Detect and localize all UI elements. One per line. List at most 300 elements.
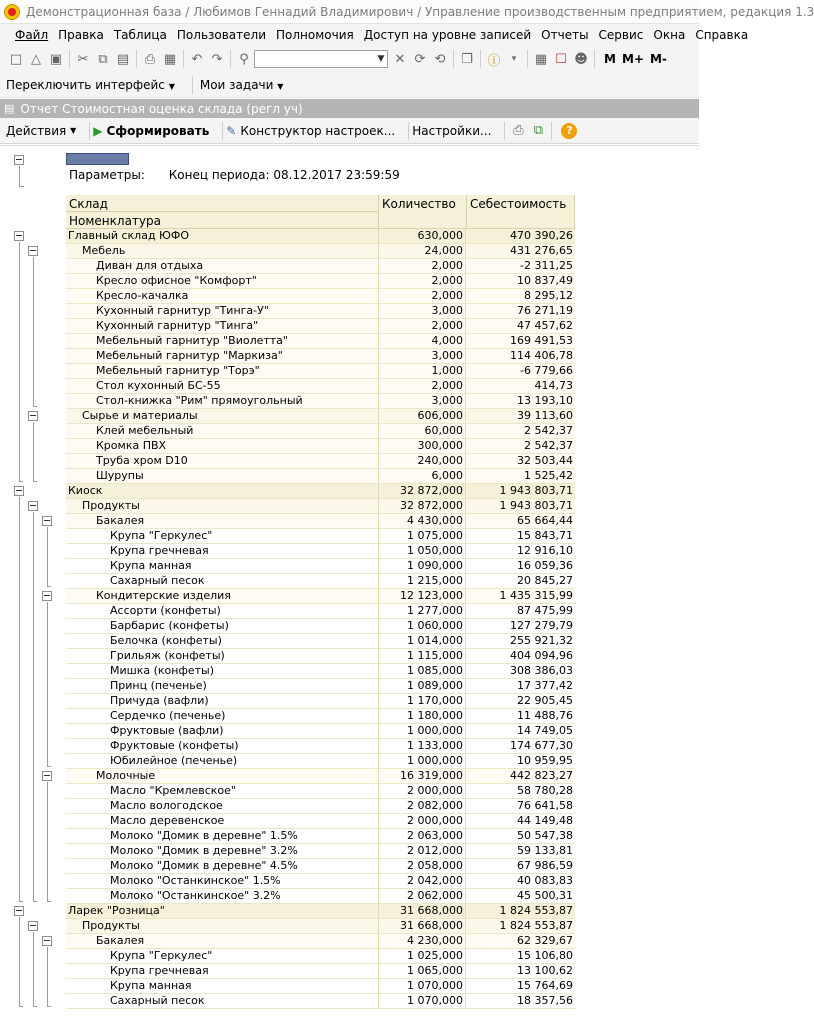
table-row[interactable] — [66, 859, 575, 874]
toolbar-divider — [222, 122, 223, 140]
row-name: Фруктовые (вафли) — [66, 724, 379, 738]
table-row[interactable] — [66, 454, 575, 469]
table-row[interactable] — [66, 784, 575, 799]
table-row[interactable] — [66, 409, 575, 424]
toolbar-divider — [136, 50, 137, 68]
group-bracket-line — [19, 242, 20, 481]
row-cost: 44 149,48 — [517, 814, 573, 827]
collapse-group-icon[interactable] — [42, 591, 52, 601]
row-name: Мишка (конфеты) — [66, 664, 379, 678]
my-tasks-button[interactable] — [200, 78, 284, 92]
row-name: Сахарный песок — [66, 574, 379, 588]
menu-file[interactable]: Файл — [15, 28, 49, 42]
row-cost: 76 271,19 — [517, 304, 573, 317]
calendar-icon[interactable]: ☐ — [555, 51, 567, 67]
table-row[interactable] — [66, 574, 575, 589]
collapse-group-icon[interactable] — [28, 246, 38, 256]
app-logo-icon — [4, 4, 20, 20]
row-cost: 15 106,80 — [517, 949, 573, 962]
row-quantity: 60,000 — [379, 424, 466, 438]
new-document-icon[interactable]: □ — [9, 51, 23, 67]
table-row[interactable] — [66, 589, 575, 604]
undo-icon[interactable]: ↶ — [191, 51, 203, 67]
row-cost: 11 488,76 — [517, 709, 573, 722]
table-row[interactable] — [66, 979, 575, 994]
row-quantity: 2 063,000 — [379, 829, 466, 843]
row-cost: 45 500,31 — [517, 889, 573, 902]
report-bracket-end — [19, 186, 24, 187]
params-value: Конец периода: 08.12.2017 23:59:59 — [168, 168, 400, 182]
row-name: Стол-книжка "Рим" прямоугольный — [66, 394, 379, 408]
row-quantity: 2,000 — [379, 259, 466, 273]
row-name: Молоко "Останкинское" 1.5% — [66, 874, 379, 888]
row-cost: 18 357,56 — [517, 994, 573, 1007]
row-name: Крупа "Геркулес" — [66, 949, 379, 963]
row-name: Главный склад ЮФО — [66, 229, 379, 243]
row-name: Молоко "Домик в деревне" 1.5% — [66, 829, 379, 843]
table-row[interactable] — [66, 934, 575, 949]
menu-permissions[interactable]: Полномочия — [276, 28, 354, 42]
actions-button[interactable] — [6, 124, 76, 138]
row-quantity: 1 133,000 — [379, 739, 466, 753]
row-name: Мебельный гарнитур "Виолетта" — [66, 334, 379, 348]
chevron-down-icon: ▼ — [277, 81, 284, 91]
row-cost: 174 677,30 — [510, 739, 573, 752]
row-quantity: 24,000 — [379, 244, 466, 258]
row-cost: 15 764,69 — [517, 979, 573, 992]
row-name: Шурупы — [66, 469, 379, 483]
table-row[interactable] — [66, 709, 575, 724]
collapse-group-icon[interactable] — [42, 771, 52, 781]
menu-service[interactable]: Сервис — [598, 28, 644, 42]
clear-search-icon[interactable]: ✕ — [394, 51, 406, 67]
users-icon[interactable]: ☻ — [574, 51, 588, 67]
row-name: Диван для отдыха — [66, 259, 379, 273]
report-bracket-line — [19, 166, 20, 186]
row-name: Продукты — [66, 499, 379, 513]
group-bracket-end — [33, 406, 37, 407]
row-quantity: 12 123,000 — [379, 589, 466, 603]
collapse-group-icon[interactable] — [28, 501, 38, 511]
table-row[interactable] — [66, 514, 575, 529]
table-row[interactable] — [66, 499, 575, 514]
row-quantity: 630,000 — [379, 229, 466, 243]
table-row[interactable] — [66, 364, 575, 379]
group-bracket-line — [47, 602, 48, 766]
row-quantity: 2,000 — [379, 289, 466, 303]
row-quantity: 3,000 — [379, 394, 466, 408]
row-quantity: 1 075,000 — [379, 529, 466, 543]
selected-cell[interactable] — [66, 153, 129, 165]
table-row[interactable] — [66, 424, 575, 439]
row-name: Ассорти (конфеты) — [66, 604, 379, 618]
row-name: Кресло офисное "Комфорт" — [66, 274, 379, 288]
row-quantity: 4 230,000 — [379, 934, 466, 948]
row-quantity: 32 872,000 — [379, 499, 466, 513]
row-quantity: 2 000,000 — [379, 814, 466, 828]
collapse-report-icon[interactable] — [14, 155, 24, 165]
collapse-group-icon[interactable] — [28, 411, 38, 421]
group-bracket-end — [47, 901, 51, 902]
search-icon[interactable]: ⚲ — [239, 51, 249, 67]
group-bracket-end — [19, 1006, 23, 1007]
row-cost: 14 749,05 — [517, 724, 573, 737]
row-cost: 13 100,62 — [517, 964, 573, 977]
table-row[interactable] — [66, 904, 575, 919]
row-quantity: 2 042,000 — [379, 874, 466, 888]
group-bracket-line — [47, 527, 48, 586]
menu-users[interactable]: Пользователи — [176, 28, 267, 42]
report-parameters — [69, 168, 400, 182]
toolbar-divider — [453, 50, 454, 68]
menu-help[interactable]: Справка — [695, 28, 749, 42]
row-name: Масло вологодское — [66, 799, 379, 813]
table-row[interactable] — [66, 529, 575, 544]
row-name: Причуда (вафли) — [66, 694, 379, 708]
table-row[interactable] — [66, 949, 575, 964]
header-group1: Склад — [66, 195, 379, 212]
row-quantity: 16 319,000 — [379, 769, 466, 783]
row-quantity: 32 872,000 — [379, 484, 466, 498]
menu-table[interactable]: Таблица — [113, 28, 167, 42]
table-row[interactable] — [66, 919, 575, 934]
group-bracket-line — [19, 917, 20, 1006]
row-name: Крупа манная — [66, 979, 379, 993]
group-bracket-end — [47, 766, 51, 767]
row-name: Юбилейное (печенье) — [66, 754, 379, 768]
table-row[interactable] — [66, 994, 575, 1009]
row-quantity: 1 014,000 — [379, 634, 466, 648]
collapse-group-icon[interactable] — [42, 936, 52, 946]
table-row[interactable] — [66, 604, 575, 619]
row-quantity: 1 090,000 — [379, 559, 466, 573]
row-name: Барбарис (конфеты) — [66, 619, 379, 633]
row-name: Молоко "Домик в деревне" 3.2% — [66, 844, 379, 858]
toolbar-divider — [183, 50, 184, 68]
collapse-group-icon[interactable] — [14, 231, 24, 241]
row-quantity: 1 060,000 — [379, 619, 466, 633]
table-row[interactable] — [66, 799, 575, 814]
table-row[interactable] — [66, 334, 575, 349]
row-quantity: 240,000 — [379, 454, 466, 468]
windows-icon[interactable]: ❐ — [461, 51, 473, 67]
group-bracket-line — [33, 932, 34, 1006]
dropdown-arrow-icon[interactable]: ▼ — [377, 54, 385, 64]
memory-button[interactable]: M — [604, 52, 616, 66]
table-row[interactable] — [66, 289, 575, 304]
constructor-label: Конструктор настроек... — [240, 123, 396, 138]
header-group2: Номенклатура — [66, 212, 379, 229]
row-quantity: 300,000 — [379, 439, 466, 453]
header-cost: Себестоимость — [467, 195, 575, 229]
table-row[interactable] — [66, 469, 575, 484]
table-row[interactable] — [66, 889, 575, 904]
toolbar-divider — [192, 76, 193, 94]
table-row[interactable] — [66, 724, 575, 739]
row-quantity: 2 062,000 — [379, 889, 466, 903]
table-row[interactable] — [66, 304, 575, 319]
actions-label: Действия — [6, 123, 67, 138]
row-cost: 2 542,37 — [524, 439, 573, 452]
constructor-button[interactable] — [226, 124, 395, 138]
switch-interface-button[interactable] — [6, 78, 175, 92]
report-icon: ▤ — [4, 102, 15, 115]
generate-label: Сформировать — [106, 123, 210, 138]
row-name: Клей мебельный — [66, 424, 379, 438]
menu-record-access[interactable]: Доступ на уровне записей — [363, 28, 532, 42]
row-name: Мебель — [66, 244, 379, 258]
table-row[interactable] — [66, 874, 575, 889]
row-name: Масло "Кремлевское" — [66, 784, 379, 798]
row-cost: 431 276,65 — [510, 244, 573, 257]
panel-toolbar — [0, 72, 699, 98]
save-icon[interactable]: ▣ — [49, 51, 63, 67]
row-cost: 442 823,27 — [510, 769, 573, 782]
table-row[interactable] — [66, 274, 575, 289]
print-report-icon[interactable]: ⎙ — [513, 123, 524, 138]
row-quantity: 6,000 — [379, 469, 466, 483]
toolbar-divider — [504, 122, 505, 140]
row-quantity: 3,000 — [379, 304, 466, 318]
table-row[interactable] — [66, 769, 575, 784]
group-bracket-line — [33, 422, 34, 481]
row-name: Бакалея — [66, 934, 379, 948]
row-cost: 13 193,10 — [517, 394, 573, 407]
row-name: Кухонный гарнитур "Тинга" — [66, 319, 379, 333]
row-quantity: 31 668,000 — [379, 919, 466, 933]
chevron-down-icon: ▼ — [70, 126, 77, 135]
row-quantity: 2,000 — [379, 379, 466, 393]
toolbar-divider — [480, 50, 481, 68]
table-row[interactable] — [66, 439, 575, 454]
row-name: Масло деревенское — [66, 814, 379, 828]
row-quantity: 2 058,000 — [379, 859, 466, 873]
window-title: Демонстрационная база / Любимов Геннадий Владимирович / Управление производственным предприятием, редакция 1.3 — [26, 4, 814, 19]
collapse-group-icon[interactable] — [14, 906, 24, 916]
report-rows — [66, 229, 575, 1009]
row-name: Грильяж (конфеты) — [66, 649, 379, 663]
group-bracket-line — [33, 512, 34, 901]
row-cost: 1 525,42 — [524, 469, 573, 482]
row-cost: 12 916,10 — [517, 544, 573, 557]
row-name: Продукты — [66, 919, 379, 933]
menu-windows[interactable]: Окна — [653, 28, 686, 42]
row-quantity: 1,000 — [379, 364, 466, 378]
copy-icon[interactable]: ⧉ — [98, 51, 108, 67]
table-row[interactable] — [66, 814, 575, 829]
row-name: Белочка (конфеты) — [66, 634, 379, 648]
export-icon[interactable]: ⧉ — [533, 123, 544, 138]
paste-icon[interactable]: ▤ — [116, 51, 130, 67]
table-row[interactable] — [66, 829, 575, 844]
row-cost: 16 059,36 — [517, 559, 573, 572]
row-cost: -6 779,66 — [520, 364, 573, 377]
row-cost: 22 905,45 — [517, 694, 573, 707]
table-row[interactable] — [66, 844, 575, 859]
row-cost: 470 390,26 — [510, 229, 573, 242]
toolbar-divider — [69, 50, 70, 68]
row-cost: 10 959,95 — [517, 754, 573, 767]
row-cost: 20 845,27 — [517, 574, 573, 587]
row-quantity: 1 089,000 — [379, 679, 466, 693]
table-row[interactable] — [66, 244, 575, 259]
row-cost: 47 457,62 — [517, 319, 573, 332]
table-row[interactable] — [66, 349, 575, 364]
table-row[interactable] — [66, 319, 575, 334]
row-cost: 67 986,59 — [517, 859, 573, 872]
row-quantity: 1 085,000 — [379, 664, 466, 678]
find-next-icon[interactable]: ⟳ — [414, 51, 426, 67]
find-prev-icon[interactable]: ⟲ — [434, 51, 446, 67]
row-name: Кресло-качалка — [66, 289, 379, 303]
table-row[interactable] — [66, 544, 575, 559]
row-cost: 2 542,37 — [524, 424, 573, 437]
help-icon[interactable]: ? — [561, 123, 577, 139]
row-cost: 114 406,78 — [510, 349, 573, 362]
memory-minus-button[interactable]: M- — [649, 52, 667, 66]
row-name: Стол кухонный БС-55 — [66, 379, 379, 393]
table-row[interactable] — [66, 634, 575, 649]
row-cost: 1 943 803,71 — [499, 484, 573, 497]
table-row[interactable] — [66, 394, 575, 409]
toolbar-divider — [230, 50, 231, 68]
form-toolbar — [0, 118, 699, 144]
constructor-icon: ✎ — [226, 123, 237, 138]
menu-reports[interactable]: Отчеты — [541, 28, 589, 42]
row-name: Крупа "Геркулес" — [66, 529, 379, 543]
switch-interface-label: Переключить интерфейс — [6, 77, 165, 92]
params-label: Параметры: — [69, 168, 145, 182]
table-row[interactable] — [66, 259, 575, 274]
open-folder-icon[interactable]: △ — [31, 51, 41, 67]
row-quantity: 1 070,000 — [379, 994, 466, 1008]
row-cost: -2 311,25 — [520, 259, 573, 272]
row-name: Ларек "Розница" — [66, 904, 379, 918]
cut-icon[interactable]: ✂ — [77, 51, 89, 67]
row-cost: 404 094,96 — [510, 649, 573, 662]
row-cost: 1 943 803,71 — [499, 499, 573, 512]
row-name: Крупа гречневая — [66, 544, 379, 558]
row-quantity: 1 000,000 — [379, 754, 466, 768]
row-cost: 1 824 553,87 — [499, 919, 573, 932]
row-quantity: 1 277,000 — [379, 604, 466, 618]
row-quantity: 2,000 — [379, 274, 466, 288]
group-bracket-end — [47, 1006, 51, 1007]
row-cost: 255 921,32 — [510, 634, 573, 647]
row-cost: 1 435 315,99 — [499, 589, 573, 602]
group-bracket-line — [47, 947, 48, 1006]
row-name: Мебельный гарнитур "Маркиза" — [66, 349, 379, 363]
collapse-group-icon[interactable] — [42, 516, 52, 526]
row-cost: 65 664,44 — [517, 514, 573, 527]
redo-icon[interactable]: ↷ — [211, 51, 223, 67]
table-row[interactable] — [66, 559, 575, 574]
table-row[interactable] — [66, 694, 575, 709]
memory-plus-button[interactable]: M+ — [621, 52, 644, 66]
table-row[interactable] — [66, 649, 575, 664]
group-bracket-line — [47, 782, 48, 901]
generate-button[interactable] — [93, 124, 209, 138]
group-bracket-end — [33, 1006, 37, 1007]
row-cost: 17 377,42 — [517, 679, 573, 692]
row-name: Труба хром D10 — [66, 454, 379, 468]
report-spreadsheet[interactable] — [0, 145, 699, 1017]
table-row[interactable] — [66, 679, 575, 694]
group-bracket-line — [19, 497, 20, 901]
row-quantity: 1 180,000 — [379, 709, 466, 723]
table-row[interactable] — [66, 484, 575, 499]
row-cost: 1 824 553,87 — [499, 904, 573, 917]
row-cost: 414,73 — [534, 379, 573, 392]
table-row[interactable] — [66, 379, 575, 394]
calculator-icon[interactable]: ▦ — [534, 51, 548, 67]
row-cost: 10 837,49 — [517, 274, 573, 287]
collapse-group-icon[interactable] — [28, 921, 38, 931]
collapse-group-icon[interactable] — [14, 486, 24, 496]
row-cost: 59 133,81 — [517, 844, 573, 857]
row-cost: 62 329,67 — [517, 934, 573, 947]
header-quantity: Количество — [379, 195, 467, 229]
row-name: Кромка ПВХ — [66, 439, 379, 453]
info-icon[interactable]: ⓘ — [487, 53, 501, 69]
chevron-down-icon: ▼ — [168, 81, 175, 91]
table-row[interactable] — [66, 229, 575, 244]
row-quantity: 1 115,000 — [379, 649, 466, 663]
document-title: Отчет Стоимостная оценка склада (регл уч) — [20, 101, 303, 116]
row-cost: 15 843,71 — [517, 529, 573, 542]
row-name: Молочные — [66, 769, 379, 783]
row-quantity: 2 000,000 — [379, 784, 466, 798]
row-cost: 8 295,12 — [524, 289, 573, 302]
menu-edit[interactable]: Правка — [58, 28, 104, 42]
document-header — [0, 99, 699, 118]
row-cost: 76 641,58 — [517, 799, 573, 812]
print-icon[interactable]: ⎙ — [144, 51, 156, 67]
row-name: Принц (печенье) — [66, 679, 379, 693]
row-quantity: 4 430,000 — [379, 514, 466, 528]
table-row[interactable] — [66, 964, 575, 979]
group-bracket-end — [19, 901, 23, 902]
row-quantity: 2,000 — [379, 319, 466, 333]
row-quantity: 31 668,000 — [379, 904, 466, 918]
table-row[interactable] — [66, 619, 575, 634]
print-preview-icon[interactable]: ▦ — [163, 51, 177, 67]
table-row[interactable] — [66, 739, 575, 754]
row-quantity: 1 215,000 — [379, 574, 466, 588]
row-quantity: 1 050,000 — [379, 544, 466, 558]
toolbar-divider — [527, 50, 528, 68]
group-bracket-end — [33, 901, 37, 902]
row-cost: 308 386,03 — [510, 664, 573, 677]
table-row[interactable] — [66, 664, 575, 679]
row-cost: 40 083,83 — [517, 874, 573, 887]
settings-button[interactable]: Настройки... — [412, 123, 492, 138]
row-cost: 169 491,53 — [510, 334, 573, 347]
info-dropdown-icon[interactable]: ▾ — [511, 54, 517, 64]
group-bracket-end — [19, 481, 23, 482]
row-cost: 32 503,44 — [517, 454, 573, 467]
toolbar-divider — [551, 122, 552, 140]
toolbar-divider — [594, 50, 595, 68]
my-tasks-label: Мои задачи — [199, 77, 274, 92]
row-quantity: 2 082,000 — [379, 799, 466, 813]
toolbar-divider — [89, 122, 90, 140]
row-cost: 39 113,60 — [517, 409, 573, 422]
row-name: Сырье и материалы — [66, 409, 379, 423]
table-row[interactable] — [66, 754, 575, 769]
group-bracket-end — [47, 586, 51, 587]
search-input[interactable] — [254, 50, 388, 68]
